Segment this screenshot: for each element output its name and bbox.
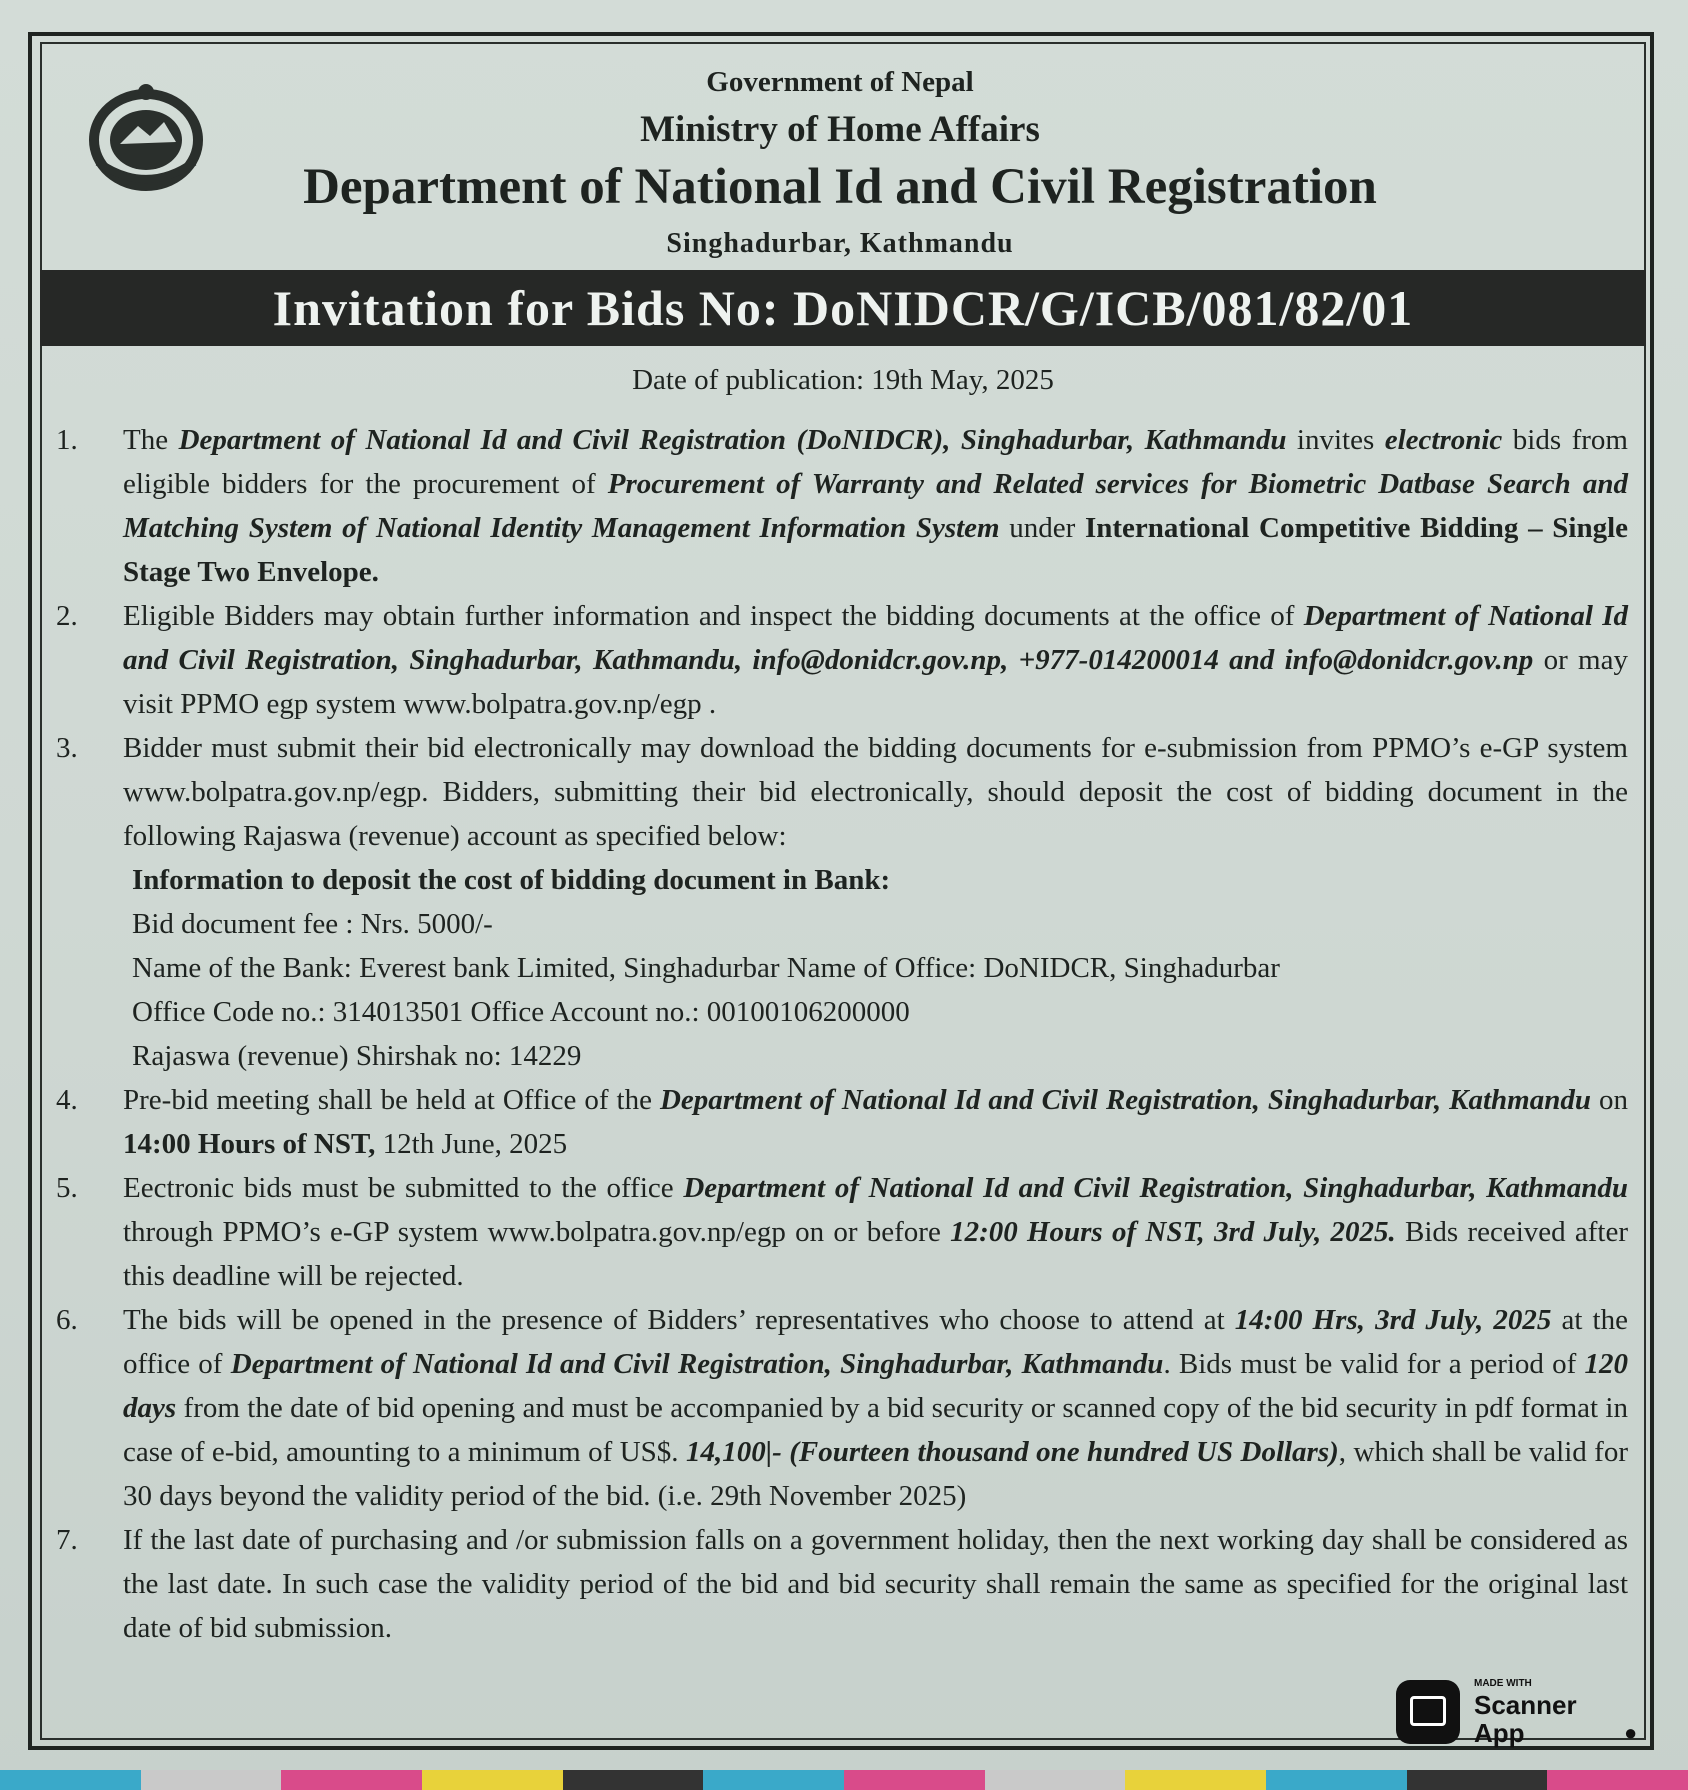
list-item (56, 726, 1628, 858)
item-text: The bids will be opened in the presence of Bidders’ representatives who choose to attend at (123, 1304, 1235, 1336)
ministry-heading: Ministry of Home Affairs (640, 109, 1040, 150)
item-text: If the last date of purchasing and /or submission falls on a government holiday, then the next working day shall be considered as the last date. In such case the validity period of the bid and bid security shall remain the same as specified for the original last date of bid submission. (123, 1524, 1628, 1644)
item-text: bids from eligible bidders for the procurement of (123, 424, 1628, 500)
title-bar: Invitation for Bids No: DoNIDCR/G/ICB/081/82/01 (40, 270, 1646, 346)
list-item (56, 1518, 1628, 1650)
nepal-emblem-icon (80, 78, 212, 198)
list-item (56, 1298, 1628, 1518)
item-text-bold: International Competitive Bidding – Single Stage Two Envelope. (123, 512, 1629, 588)
item-number: 3. (56, 732, 78, 764)
badge-subtitle: App (1474, 1718, 1525, 1748)
item-text-emphasis: Department of National Id and Civil Registration, Singhadurbar, Kathmandu, info@donidcr.gov.np, +977-014200014 and info@donidcr.gov.np (123, 600, 1628, 676)
item-text: under (999, 512, 1085, 544)
item-text-emphasis: Department of National Id and Civil Registration, Singhadurbar, Kathmandu (230, 1348, 1164, 1380)
item-text-bold: 14:00 Hours of NST, (123, 1128, 376, 1160)
department-heading: Department of National Id and Civil Registration (303, 159, 1377, 215)
item-text-emphasis: Department of National Id and Civil Registration, Singhadurbar, Kathmandu (659, 1084, 1591, 1116)
government-heading: Government of Nepal (706, 66, 974, 98)
publication-date: Date of publication: 19th May, 2025 (632, 364, 1054, 396)
item-text-emphasis: 14,100|- (Fourteen thousand one hundred US Dollars) (685, 1436, 1339, 1468)
item-text: 12th June, 2025 (375, 1128, 568, 1160)
item-text: Bidder must submit their bid electronically may download the bidding documents for e-submission from PPMO’s e-GP system www.bolpatra.gov.np/egp. Bidders, submitting their bid electronically, should deposit the cost of bidding document in the following Rajaswa (revenue) account as specified below: (123, 732, 1628, 852)
bid-fee: Bid document fee : Nrs. 5000/- (132, 908, 493, 940)
item-number: 5. (56, 1172, 78, 1204)
print-color-strip (0, 1770, 1688, 1790)
item-number: 6. (56, 1304, 78, 1336)
list-item (56, 418, 1628, 594)
badge-title: Scanner (1474, 1690, 1577, 1720)
list-item (56, 1078, 1628, 1166)
item-text-emphasis: 120 days (123, 1348, 1629, 1424)
item-text: or may visit PPMO egp system www.bolpatra.gov.np/egp . (123, 644, 1628, 720)
apple-icon: ● (1624, 1720, 1638, 1745)
item-text: Eectronic bids must be submitted to the office (123, 1172, 684, 1204)
scanner-app-badge (1396, 1680, 1664, 1764)
item-text: Eligible Bidders may obtain further information and inspect the bidding documents at the office of (123, 600, 1304, 632)
item-text-emphasis: electronic (1384, 424, 1503, 456)
office-code: Office Code no.: 314013501 Office Account no.: 00100106200000 (132, 996, 910, 1028)
item-text-emphasis: 14:00 Hrs, 3rd July, 2025 (1234, 1304, 1552, 1336)
item-text-emphasis: Department of National Id and Civil Registration (DoNIDCR), Singhadurbar, Kathmandu (178, 424, 1287, 456)
item-text: . Bids must be valid for a period of (1163, 1348, 1585, 1380)
item-number: 2. (56, 600, 78, 632)
item-number: 4. (56, 1084, 78, 1116)
item-text: invites (1286, 424, 1385, 456)
item-text: The (123, 424, 179, 456)
item-number: 1. (56, 424, 78, 456)
badge-made-with: MADE WITH (1474, 1678, 1532, 1689)
item-text-emphasis: Procurement of Warranty and Related services for Biometric Datbase Search and Matching System of National Identity Management Information System (123, 468, 1628, 544)
item-text: through PPMO’s e-GP system www.bolpatra.gov.np/egp on or before (123, 1216, 951, 1248)
item-text: Pre-bid meeting shall be held at Office of the (123, 1084, 660, 1116)
location-heading: Singhadurbar, Kathmandu (666, 228, 1014, 259)
item-text: at the office of (123, 1304, 1628, 1380)
rajaswa-number: Rajaswa (revenue) Shirshak no: 14229 (132, 1040, 582, 1072)
item-text-emphasis: 12:00 Hours of NST, 3rd July, 2025. (950, 1216, 1396, 1248)
scanner-app-icon (1396, 1680, 1460, 1744)
item-text-emphasis: Department of National Id and Civil Registration, Singhadurbar, Kathmandu (683, 1172, 1628, 1204)
notice-body (56, 418, 1628, 1650)
item-text: from the date of bid opening and must be accompanied by a bid security or scanned copy of the bid security in pdf format in case of e-bid, amounting to a minimum of US$. (123, 1392, 1628, 1468)
list-item (56, 594, 1628, 726)
item-number: 7. (56, 1524, 78, 1556)
item-text: on (1591, 1084, 1629, 1116)
bank-info-heading: Information to deposit the cost of bidding document in Bank: (132, 864, 891, 896)
item-text: Bids received after this deadline will be rejected. (123, 1216, 1628, 1292)
list-item (56, 1166, 1628, 1298)
item-text: , which shall be valid for 30 days beyond the validity period of the bid. (i.e. 29th November 2025) (123, 1436, 1628, 1512)
bank-name: Name of the Bank: Everest bank Limited, Singhadurbar Name of Office: DoNIDCR, Singhadurbar (132, 952, 1280, 984)
